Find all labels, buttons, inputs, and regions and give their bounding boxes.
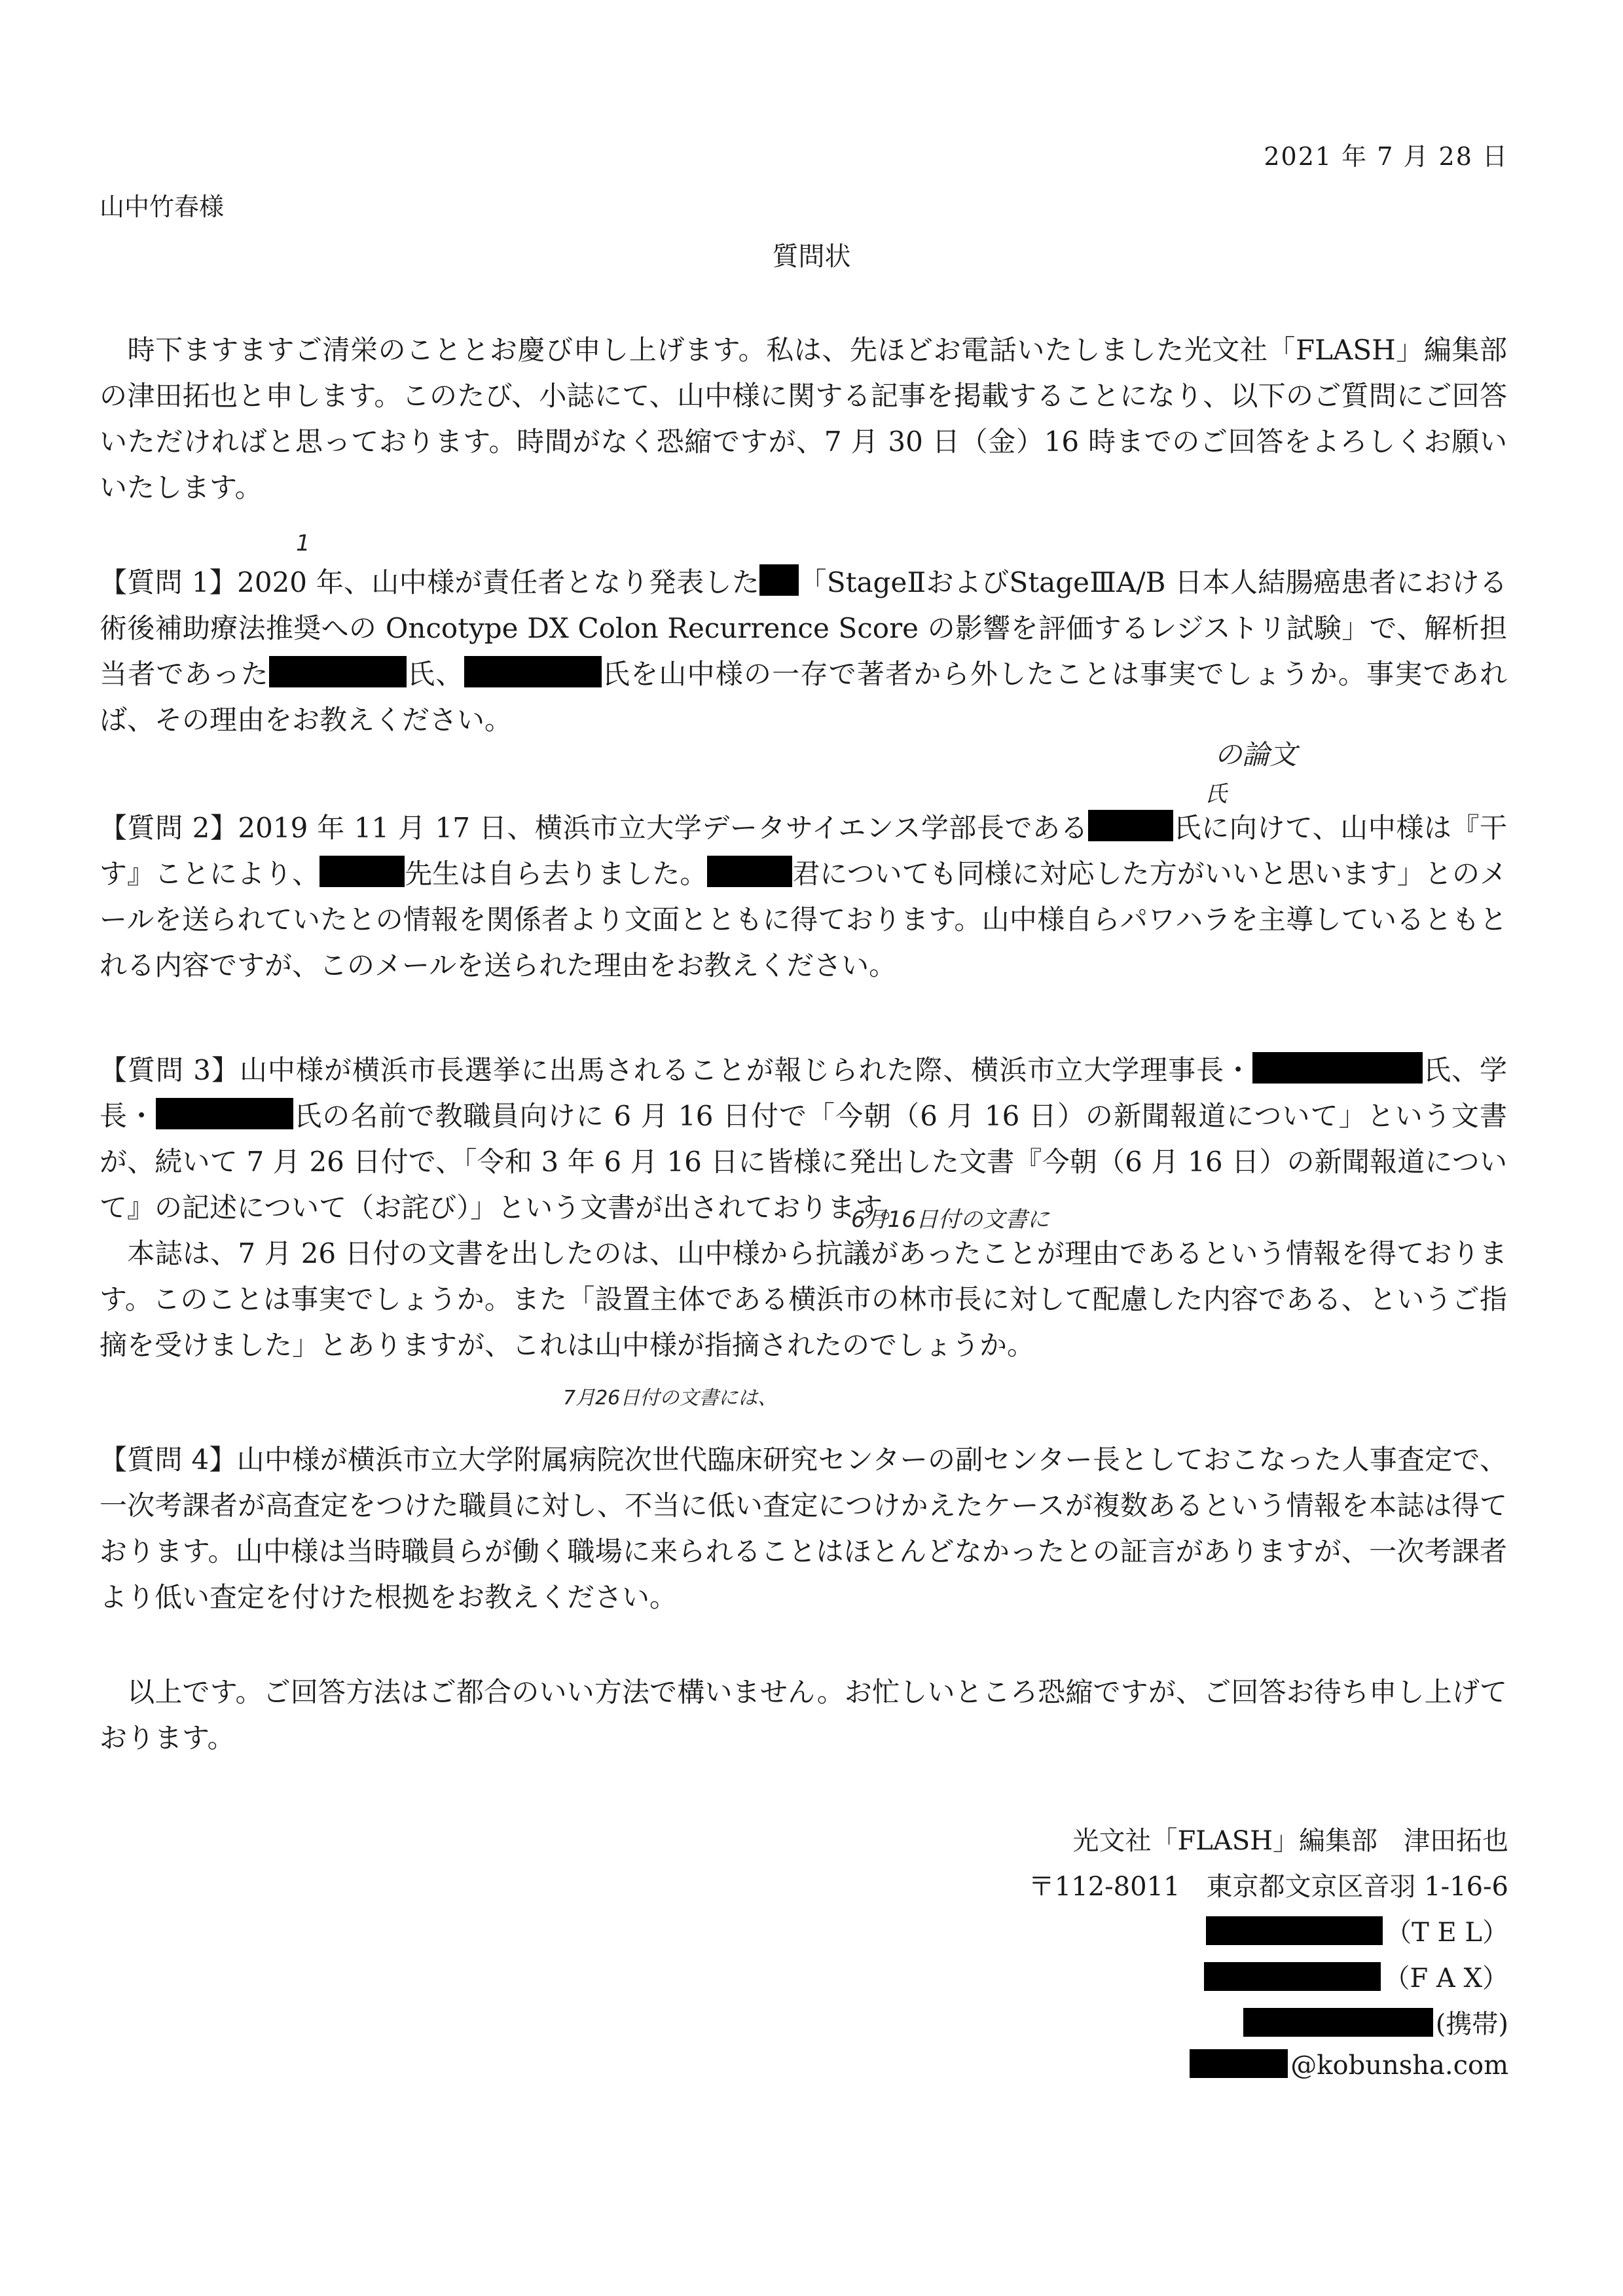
document-title: 質問状 [772, 242, 851, 272]
closing-paragraph [100, 1669, 1507, 1761]
closing-text: 以上です。ご回答方法はご都合のいい方法で構いません。お忙しいところ恐縮ですが、ご回答お待ち申し上げております。 [100, 1676, 1507, 1754]
question-1-heading: 【質問 1】 [100, 566, 238, 598]
signature-mobile [1243, 2003, 1508, 2041]
question-2-text-a: 2019 年 11 月 17 日、横浜市立大学データサイエンス学部長である [238, 812, 1089, 844]
addressee: 山中竹春様 [100, 192, 225, 221]
question-2-text-d: 君についても同様に対応した方がいいと思います」とのメールを送られていたとの情報を関係者より文面とともに得ております。山中様自らパワハラを主導しているともとれる内容ですが、このメールを送られた理由をお教えください。 [100, 858, 1507, 981]
handwritten-june-doc-note: 6月16日付の文書に [851, 1207, 1049, 1233]
question-1-text-a: 2020 年、山中様が責任者となり発表した [237, 566, 760, 598]
redaction-box [319, 856, 405, 887]
question-2-heading: 【質問 2】 [100, 812, 238, 844]
handwritten-year-correction: 1 [296, 530, 310, 556]
redaction-box [1252, 1052, 1423, 1084]
signature-org: 光文社「FLASH」編集部 津田拓也 [1072, 1826, 1508, 1856]
question-4 [100, 1437, 1507, 1620]
question-1-text-d: 氏を山中様の一存で著者から外したことは事実でしょうか。事実であれば、その理由をお教えください。 [100, 658, 1507, 736]
redaction-box [1190, 2049, 1288, 2078]
redaction-box [156, 1098, 293, 1129]
redaction-box [1206, 1916, 1383, 1945]
question-2-text-c: 先生は自ら去りました。 [405, 858, 708, 890]
handwritten-shi-note: 氏 [1205, 781, 1227, 807]
question-3-text-c: 氏の名前で教職員向けに 6 月 16 日付で「今朝（6 月 16 日）の新聞報道について」という文書が、続いて 7 月 26 日付で、「令和 3 年 6 月 16 日に皆様に発出した文書『今朝（6 月 16 日）の新聞報道について』の記述について（お詫び）」という文書が出されております。 [100, 1100, 1507, 1224]
question-3-followup [100, 1231, 1507, 1368]
question-1-text-b: 「StageⅡおよびStageⅢA/B 日本人結腸癌患者における術後補助療法推奨への Oncotype DX Colon Recurrence Score の影響を評価するレジストリ試験」で、解析担当者であった [100, 566, 1507, 690]
question-1 [100, 560, 1507, 743]
redaction-box [1243, 2008, 1433, 2037]
redaction-box [759, 564, 799, 596]
fax-label: （F A X） [1383, 1963, 1508, 1994]
question-3-followup-text: 本誌は、7 月 26 日付の文書を出したのは、山中様から抗議があったことが理由であるという情報を得ております。このことは事実でしょうか。また「設置主体である横浜市の林市長に対して配慮した内容である、というご指摘を受けました」とありますが、これは山中様が指摘されたのでしょうか。 [100, 1237, 1507, 1361]
redaction-box [1088, 810, 1173, 841]
signature-address: 〒112-8011 東京都文京区音羽 1-16-6 [1028, 1872, 1508, 1902]
redaction-box [1204, 1962, 1381, 1991]
intro-text: 時下ますますご清栄のこととお慶び申し上げます。私は、先ほどお電話いたしました光文社「FLASH」編集部の津田拓也と申します。このたび、小誌にて、山中様に関する記事を掲載することになり、以下のご質問にご回答いただければと思っております。時間がなく恐縮ですが、7 月 30 日（金）16 時までのご回答をよろしくお願いいたします。 [100, 334, 1507, 503]
signature-tel [1206, 1912, 1508, 1949]
question-4-text: 山中様が横浜市立大学附属病院次世代臨床研究センターの副センター長としておこなった人事査定で、一次考課者が高査定をつけた職員に対し、不当に低い査定につけかえたケースが複数あるという情報を本誌は得ております。山中様は当時職員らが働く職場に来られることはほとんどなかったとの証言がありますが、一次考課者より低い査定を付けた根拠をお教えください。 [100, 1444, 1507, 1613]
signature-email [1190, 2049, 1508, 2081]
question-2-text-b: 氏に向けて、山中様は『干す』ことにより、 [100, 812, 1507, 890]
letter-date: 2021 年 7 月 28 日 [1264, 142, 1508, 171]
redaction-box [269, 656, 407, 687]
handwritten-july-doc-note: 7月26日付の文書には、 [563, 1387, 778, 1410]
redaction-box [707, 856, 792, 887]
tel-label: （T E L） [1385, 1918, 1508, 1948]
signature-fax [1204, 1958, 1508, 1995]
mobile-label: (携帯) [1435, 2009, 1508, 2039]
question-3-text-b: 氏、学長・ [100, 1054, 1507, 1132]
question-4-heading: 【質問 4】 [100, 1444, 237, 1476]
redaction-box [464, 656, 602, 687]
email-domain: @kobunsha.com [1290, 2050, 1508, 2081]
question-3 [100, 1048, 1507, 1231]
question-2 [100, 805, 1507, 989]
handwritten-ronbun-note: の論文 [1214, 738, 1298, 771]
question-1-text-c: 氏、 [406, 658, 464, 690]
intro-paragraph [100, 327, 1507, 511]
question-3-heading: 【質問 3】 [100, 1054, 240, 1086]
question-3-text-a: 山中様が横浜市長選挙に出馬されることが報じられた際、横浜市立大学理事長・ [239, 1054, 1253, 1086]
